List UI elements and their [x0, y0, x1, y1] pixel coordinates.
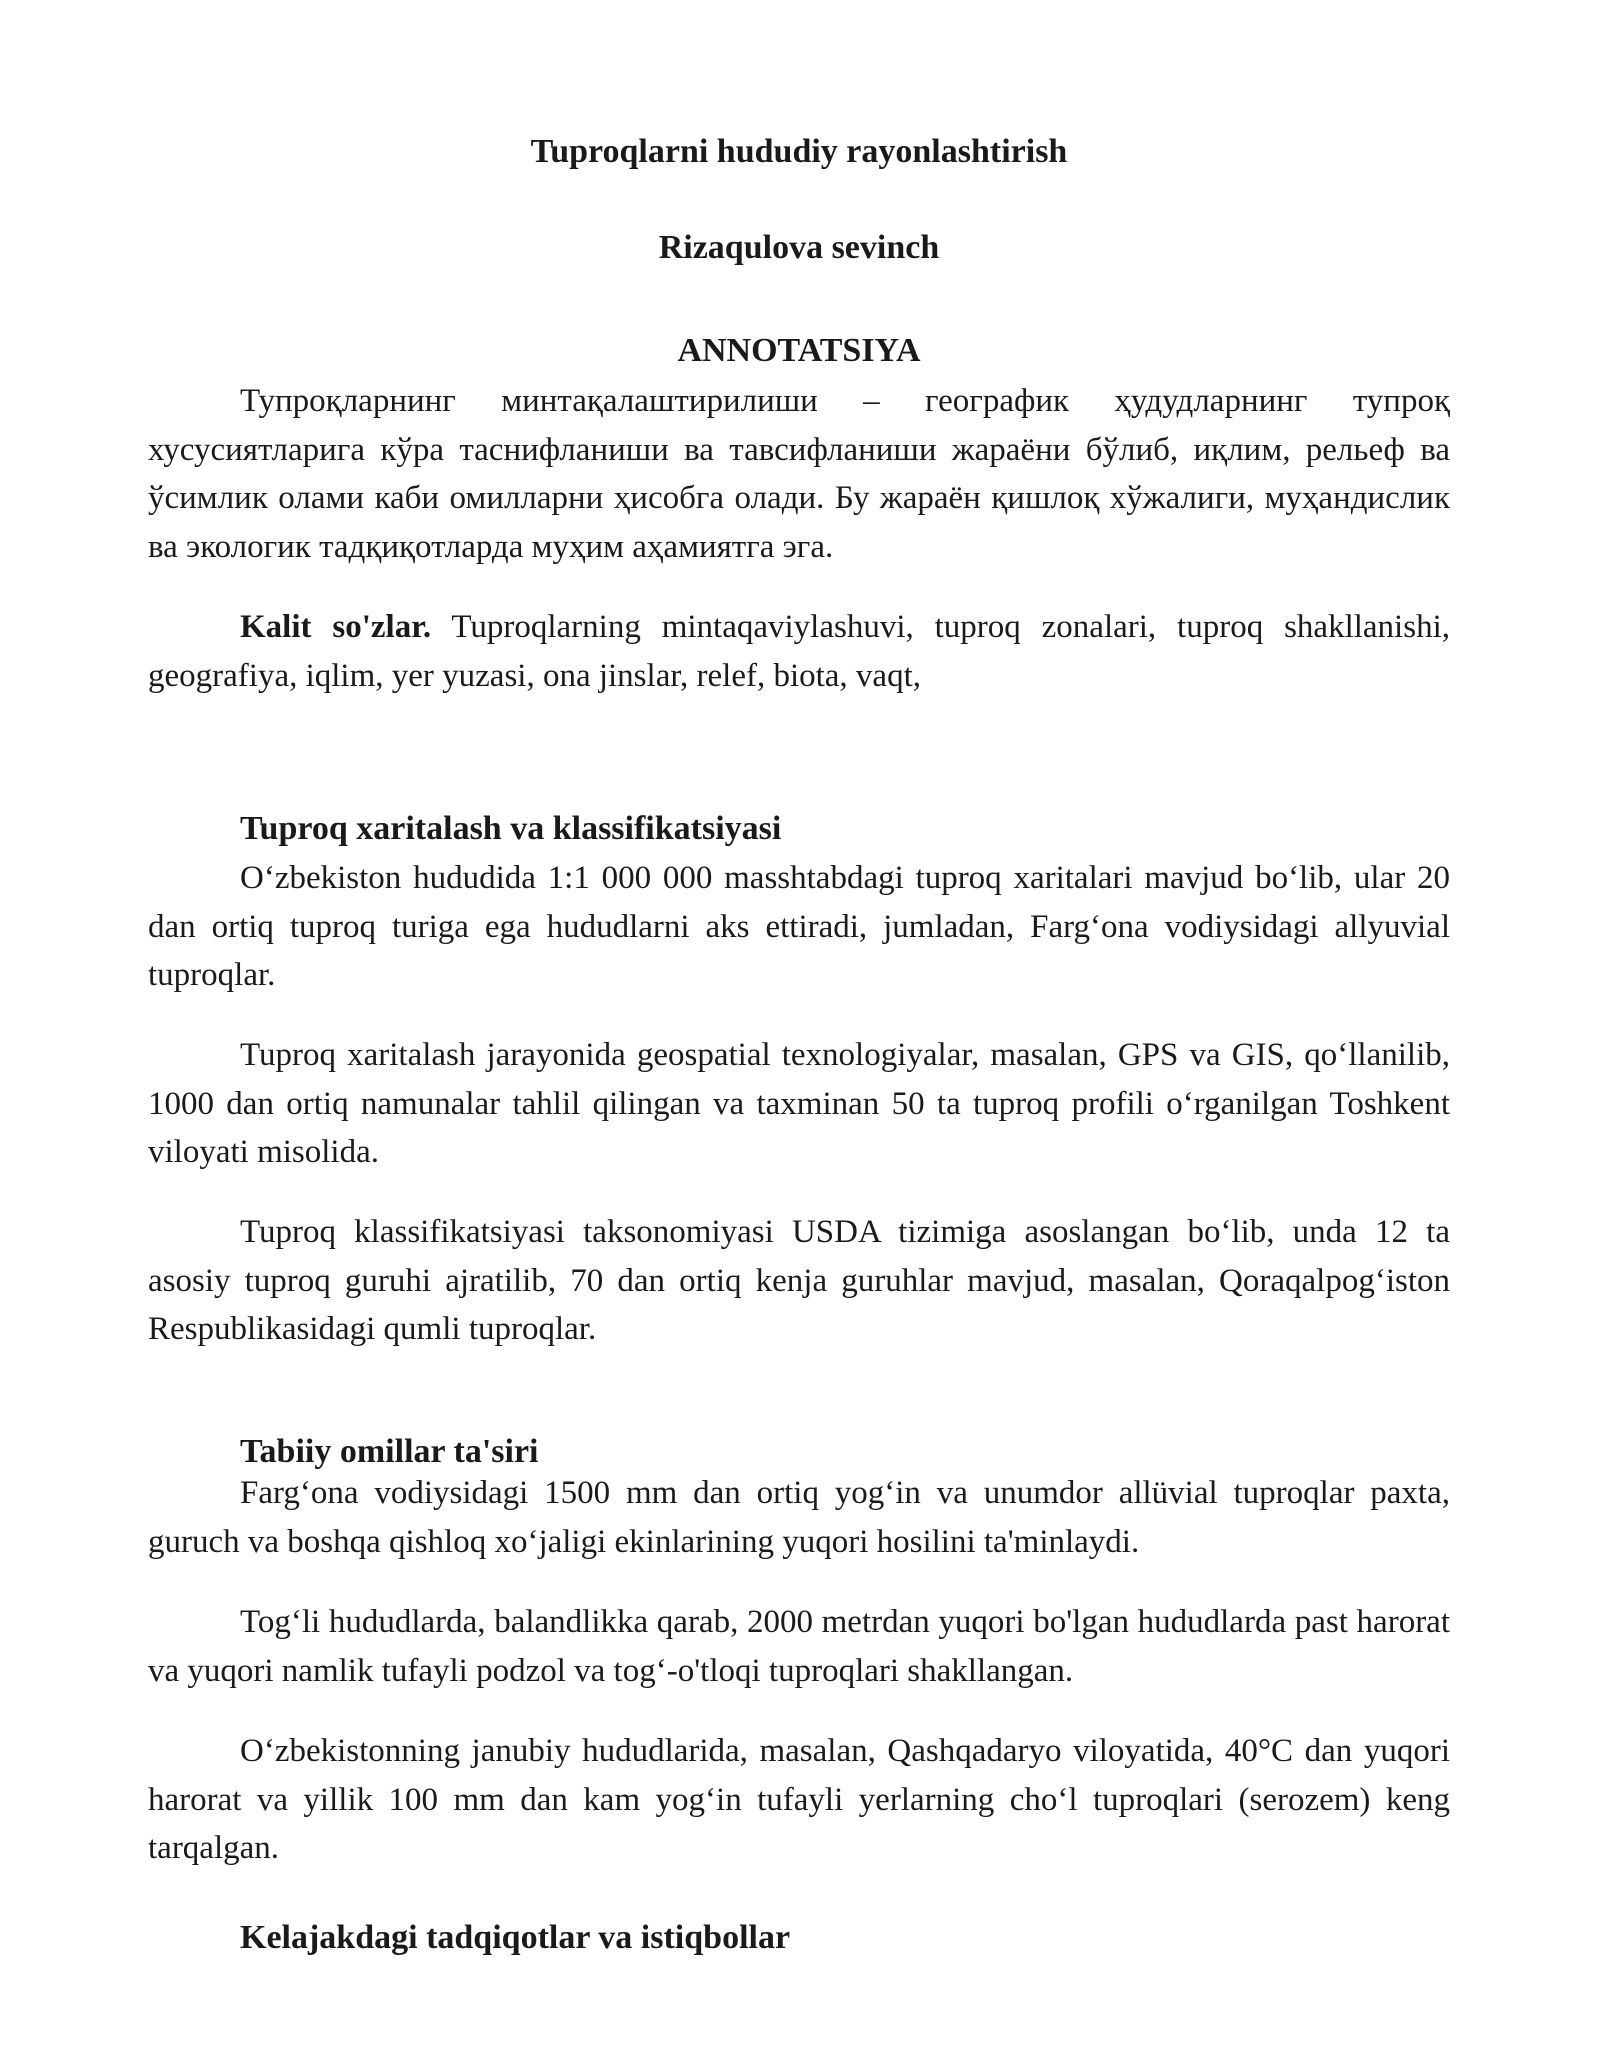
document-title: Tuproqlarni hududiy rayonlashtirish: [530, 133, 1068, 170]
section-paragraph: O‘zbekistonning janubiy hududlarida, masalan, Qashqadaryo viloyatida, 40°C dan yuqori harorat va yillik 100 mm dan kam yog‘in tufayli yerlarning cho‘l tuproqlari (serozem) keng tarqalgan.: [148, 1733, 1450, 1866]
annotation-text: Тупроқларнинг минтақалаштирилиши – географик ҳудудларнинг тупроқ хусусиятларига кўра таснифланиши ва тавсифланиши жараёни бўлиб, иқлим, рельеф ва ўсимлик олами каби омилларни ҳисобга олади. Бу жараён қишлоқ хўжалиги, муҳандислик ва экологик тадқиқотларда муҳим аҳамиятга эга.: [148, 383, 1450, 565]
annotation-heading: ANNOTATSIYA: [677, 332, 921, 369]
section-paragraph: Tuproq klassifikatsiyasi taksonomiyasi USDA tizimiga asoslangan bo‘lib, unda 12 ta asosiy tuproq guruhi ajratilib, 70 dan ortiq kenja guruhlar mavjud, masalan, Qoraqalpog‘iston Respublikasidagi qumli tuproqlar.: [148, 1214, 1450, 1347]
section-heading-mapping: Tuproq xaritalash va klassifikatsiyasi: [240, 810, 782, 847]
keywords-text: Tuproqlarning mintaqaviylashuvi, tuproq zonalari, tuproq shakllanishi, geografiya, iqlim, yer yuzasi, ona jinslar, relef, biota, vaqt,: [148, 609, 1450, 694]
section-heading-natural-factors: Tabiiy omillar ta'siri: [240, 1433, 539, 1470]
document-page: [148, 0, 1450, 2070]
section-paragraph: Tuproq xaritalash jarayonida geospatial texnologiyalar, masalan, GPS va GIS, qo‘llanilib, 1000 dan ortiq namunalar tahlil qilingan va taxminan 50 ta tuproq profili o‘rganilgan Toshkent viloyati misolida.: [148, 1037, 1450, 1170]
keywords-label: Kalit so'zlar.: [240, 609, 432, 645]
section-paragraph: Farg‘ona vodiysidagi 1500 mm dan ortiq yog‘in va unumdor allüvial tuproqlar paxta, guruch va boshqa qishloq xo‘jaligi ekinlarining yuqori hosilini ta'minlaydi.: [148, 1475, 1450, 1560]
author-name: Rizaqulova sevinch: [658, 229, 940, 266]
keywords-paragraph: [148, 603, 1450, 700]
section-heading-future-research: Kelajakdagi tadqiqotlar va istiqbollar: [240, 1919, 791, 1956]
section-paragraph: Tog‘li hududlarda, balandlikka qarab, 2000 metrdan yuqori bo'lgan hududlarda past harorat va yuqori namlik tufayli podzol va tog‘-o'tloqi tuproqlari shakllangan.: [148, 1604, 1450, 1689]
section-paragraph: O‘zbekiston hududida 1:1 000 000 masshtabdagi tuproq xaritalari mavjud bo‘lib, ular 20 dan ortiq tuproq turiga ega hududlarni aks ettiradi, jumladan, Farg‘ona vodiysidagi allyuvial tuproqlar.: [148, 860, 1450, 993]
